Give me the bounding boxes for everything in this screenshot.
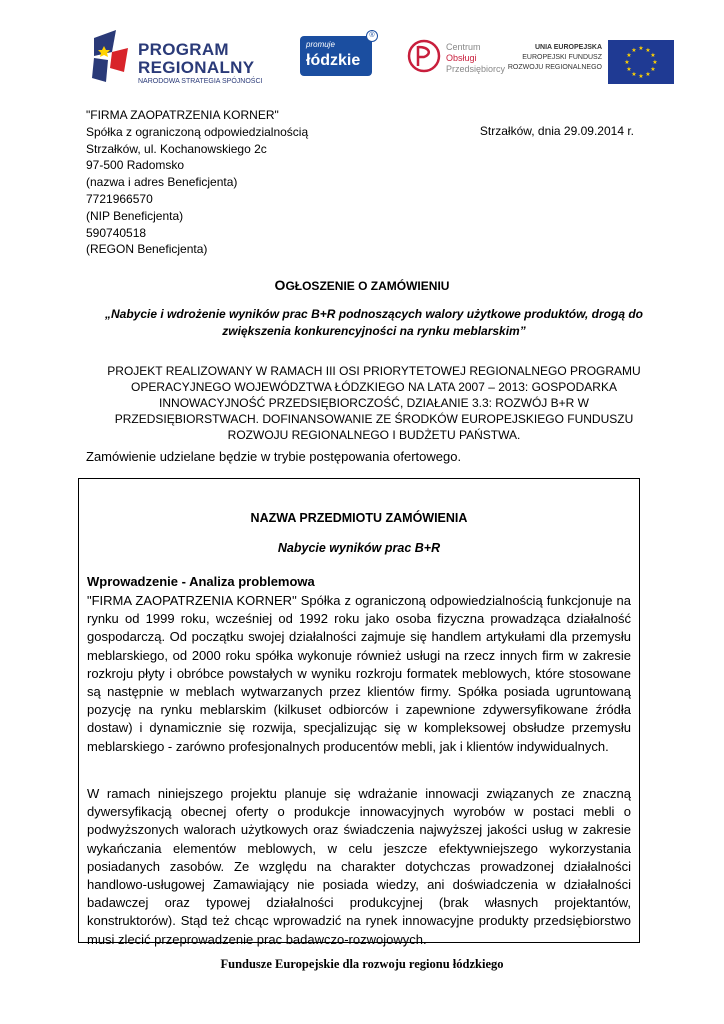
svg-text:★: ★ [631,47,637,54]
svg-text:★: ★ [624,59,630,66]
svg-text:★: ★ [650,52,656,59]
program-regionalny-emblem-icon [90,28,130,84]
svg-text:★: ★ [631,71,637,78]
promuje-lodzkie-logo [300,22,380,90]
program-logo-line1: PROGRAM [138,40,229,59]
sender-line: (nazwa i adres Beneficjenta) [86,175,238,190]
lodzkie-big-text: łódzkie [306,52,361,69]
svg-text:★: ★ [645,47,651,54]
procedure-mode-text: Zamówienie udzielane będzie w trybie postępowania ofertowego. [86,449,462,464]
project-description: PROJEKT REALIZOWANY W RAMACH III OSI PRIORYTETOWEJ REGIONALNEGO PROGRAMU OPERACYJNEGO WOJEWÓDZTWA ŁÓDZKIEGO NA LATA 2007 – 2013: GOSPODARKA INNOWACYJNOŚĆ PRZEDSIĘBIORCZOŚĆ, DZIAŁANIE 3.3: ROZWÓJ B+R W PRZEDSIĘBIORSTWACH. DOFINANSOWANIE ZE ŚRODKÓW EUROPEJSKIEGO FUNDUSZU ROZWOJU REGIONALNEGO I BUDŻETU PAŃSTWA. [107,364,641,442]
program-regionalny-logo [84,22,284,90]
sender-line: 7721966570 [86,191,153,206]
registered-mark-icon: ® [366,30,378,42]
eu-logo-line1: UNIA EUROPEJSKA [534,44,602,51]
document-subtitle: „Nabycie i wdrożenie wyników prac B+R podnoszących walory użytkowe produktów, drogą do zwiększenia konkurencyjności na rynku meblarskim” [105,307,643,338]
eu-logo-line3: ROZWOJU REGIONALNEGO [507,64,602,71]
svg-text:★: ★ [652,59,658,66]
title-rest: GŁOSZENIE O [285,279,371,293]
svg-text:★: ★ [645,71,651,78]
sender-block [86,107,308,258]
eu-logo-line2: EUROPEJSKI FUNDUSZ [522,54,602,61]
program-logo-line3: NARODOWA STRATEGIA SPÓJNOŚCI [138,78,263,85]
section-title: Wprowadzenie - Analiza problemowa [87,574,315,589]
document-title [0,277,724,293]
sender-line: Spółka z ograniczoną odpowiedzialnością [86,124,309,139]
eu-flag-icon [608,40,674,84]
sender-line: 590740518 [86,225,147,240]
title-initial: O [274,277,286,293]
paragraph-2: W ramach niniejszego projektu planuje się wdrażanie innowacji związanych ze znaczną dywersyfikacją obecnej oferty o produkcje innowacyjnych wyrobów w postaci mebli o podwyższonych walorach użytkowych oraz świadczenia najwyższej jakości usług w zakresie wykańczania elementów meblowych, w celu jeszcze efektywniejszego wykorzystania posiadanych zasobów. Ze względu na charakter dotychczas prowadzonej działalności handlowo-usługowej Zamawiający nie posiada wiedzy, ani doświadczenia w działalności badawczej oraz typowej działalności produkcyjnej (brak własnych projektantów, konstruktorów). Stąd też chcąc wprowadzić na rynek innowacyjne produkty przedsiębiorstwo musi zlecić przeprowadzenie prac badawczo-rozwojowych. [87,786,631,947]
program-logo-line2: REGIONALNY [138,58,255,77]
centrum-obslugi-logo [406,22,506,90]
sender-line: "FIRMA ZAOPATRZENIA KORNER" [86,108,279,122]
order-subject-box [78,478,640,947]
header-logos [84,22,674,90]
title-rest-2: ZAMÓWIENIU [370,279,450,293]
cop-emblem-icon [406,38,442,74]
cop-logo-line1: Centrum [446,42,481,52]
eu-logo [507,22,674,90]
svg-text:★: ★ [626,66,632,73]
sender-line: (NIP Beneficjenta) [86,208,184,223]
sender-line: (REGON Beneficjenta) [86,242,208,257]
svg-text:★: ★ [626,52,632,59]
document-date: Strzałków, dnia 29.09.2014 r. [479,124,634,138]
svg-text:★: ★ [638,73,644,80]
sender-line: 97-500 Radomsko [86,158,185,173]
lodzkie-badge [300,36,372,76]
lodzkie-small-text: promuje [306,40,335,49]
cop-logo-line3: Przedsiębiorcy [446,64,506,74]
sender-line: Strzałków, ul. Kochanowskiego 2c [86,141,267,156]
order-subject-heading: NAZWA PRZEDMIOTU ZAMÓWIENIA [250,511,468,525]
order-subject-subheading: Nabycie wyników prac B+R [277,541,441,555]
paragraph-1: "FIRMA ZAOPATRZENIA KORNER" Spółka z ograniczoną odpowiedzialnością funkcjonuje na rynku od 1999 roku, wcześniej od 1992 roku jako osoba fizyczna prowadząca działalność gospodarczą. Od początku swojej działalności zajmuje się handlem artykułami dla przemysłu meblarskiego, od 2000 roku spółka wykonuje również usługi na rzecz innych firm w zakresie rozkroju płyty i obróbce powstałych w wyniku rozkroju formatek meblowych, które stosowane są następnie w meblach wytwarzanych przez klientów firmy. Spółka posiada ugruntowaną pozycję na rynku meblarskim (kilkuset odbiorców i zapewnione zdywersyfikowane źródła dostaw) i dynamicznie się rozwija, specjalizując się w kompleksowej obsłudze przemysłu meblarskiego - zarówno profesjonalnych producentów mebli, jak i klientów indywidualnych. [87,593,631,754]
page-footer: Fundusze Europejskie dla rozwoju regionu łódzkiego [220,957,504,971]
cop-logo-line2: Obsługi [446,53,477,63]
svg-text:★: ★ [650,66,656,73]
svg-text:★: ★ [638,45,644,52]
